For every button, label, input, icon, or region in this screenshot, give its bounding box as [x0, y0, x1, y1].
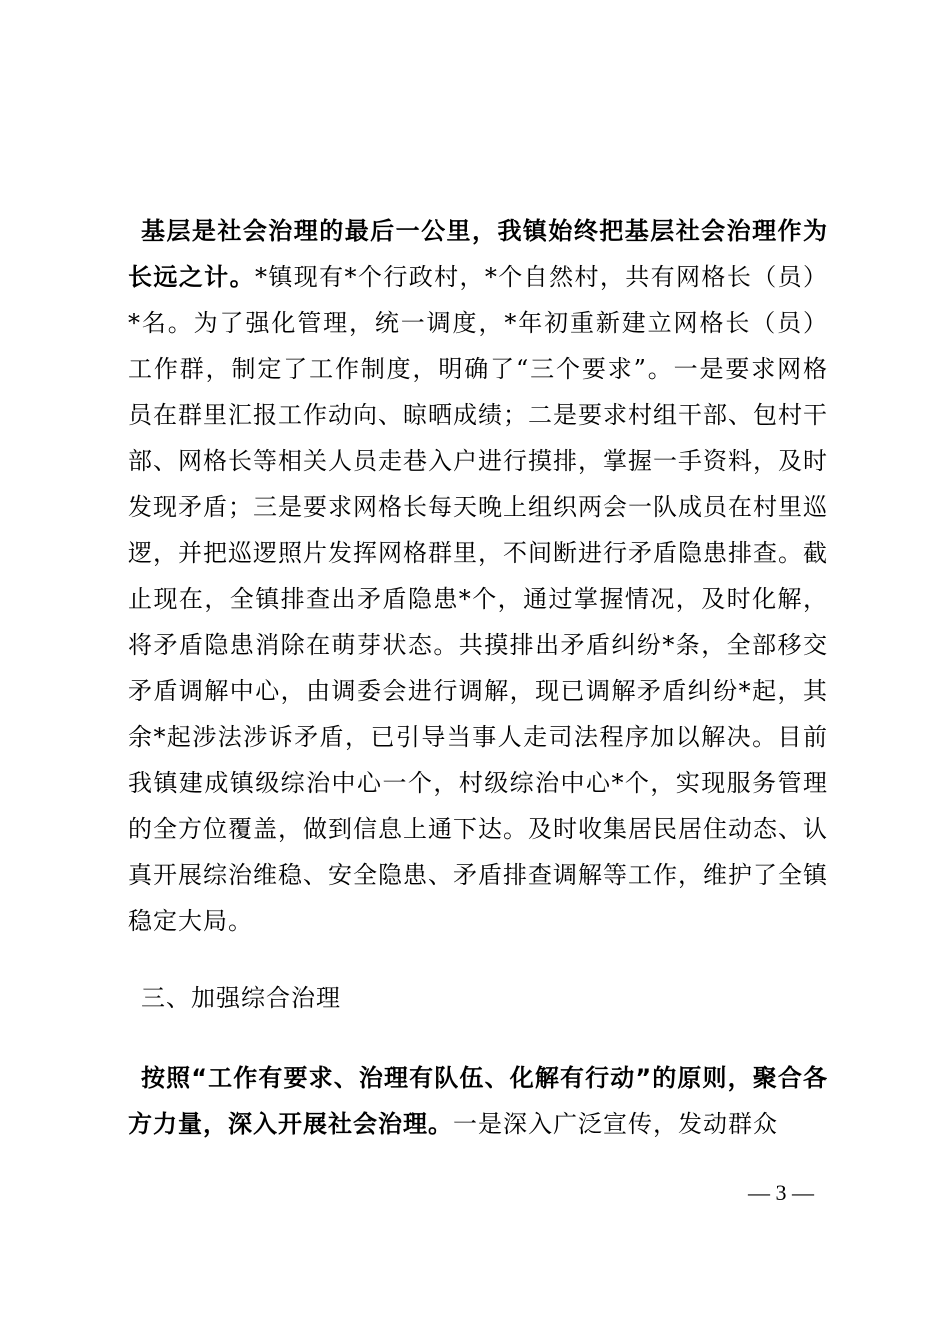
page-number: — 3 —	[748, 1180, 814, 1205]
paragraph-body-text: *镇现有*个行政村，*个自然村，共有网格长（员）*名。为了强化管理，统一调度，*年初重新建立网格长（员）工作群，制定了工作制度，明确了“三个要求”。一是要求网格员在群里汇报工作动向、晾晒成绩；二是要求村组干部、包村干部、网格长等相关人员走巷入户进行摸排，掌握一手资料，及时发现矛盾；三是要求网格长每天晚上组织两会一队成员在村里巡逻，并把巡逻照片发挥网格群里，不间断进行矛盾隐患排查。截止现在，全镇排查出矛盾隐患*个，通过掌握情况，及时化解，将矛盾隐患消除在萌芽状态。共摸排出矛盾纠纷*条，全部移交矛盾调解中心，由调委会进行调解，现已调解矛盾纠纷*起，其余*起涉法涉诉矛盾，已引导当事人走司法程序加以解决。目前我镇建成镇级综治中心一个，村级综治中心*个，实现服务管理的全方位覆盖，做到信息上通下达。及时收集居民居住动态、认真开展综治维稳、安全隐患、矛盾排查调解等工作，维护了全镇稳定大局。	[128, 263, 829, 935]
paragraph-comprehensive-governance	[128, 1055, 828, 1147]
paragraph-body-text: 一是深入广泛宣传，发动群众	[453, 1110, 778, 1138]
paragraph-lead-sentence: 按照“工作有要求、治理有队伍、化解有行动”的原则，聚合各方力量，深入开展社会治理。	[128, 1064, 828, 1138]
section-heading: 三、加强综合治理	[141, 984, 341, 1012]
paragraph-social-governance	[128, 208, 828, 944]
paragraph-lead-sentence: 基层是社会治理的最后一公里，我镇始终把基层社会治理作为长远之计。	[128, 217, 828, 291]
